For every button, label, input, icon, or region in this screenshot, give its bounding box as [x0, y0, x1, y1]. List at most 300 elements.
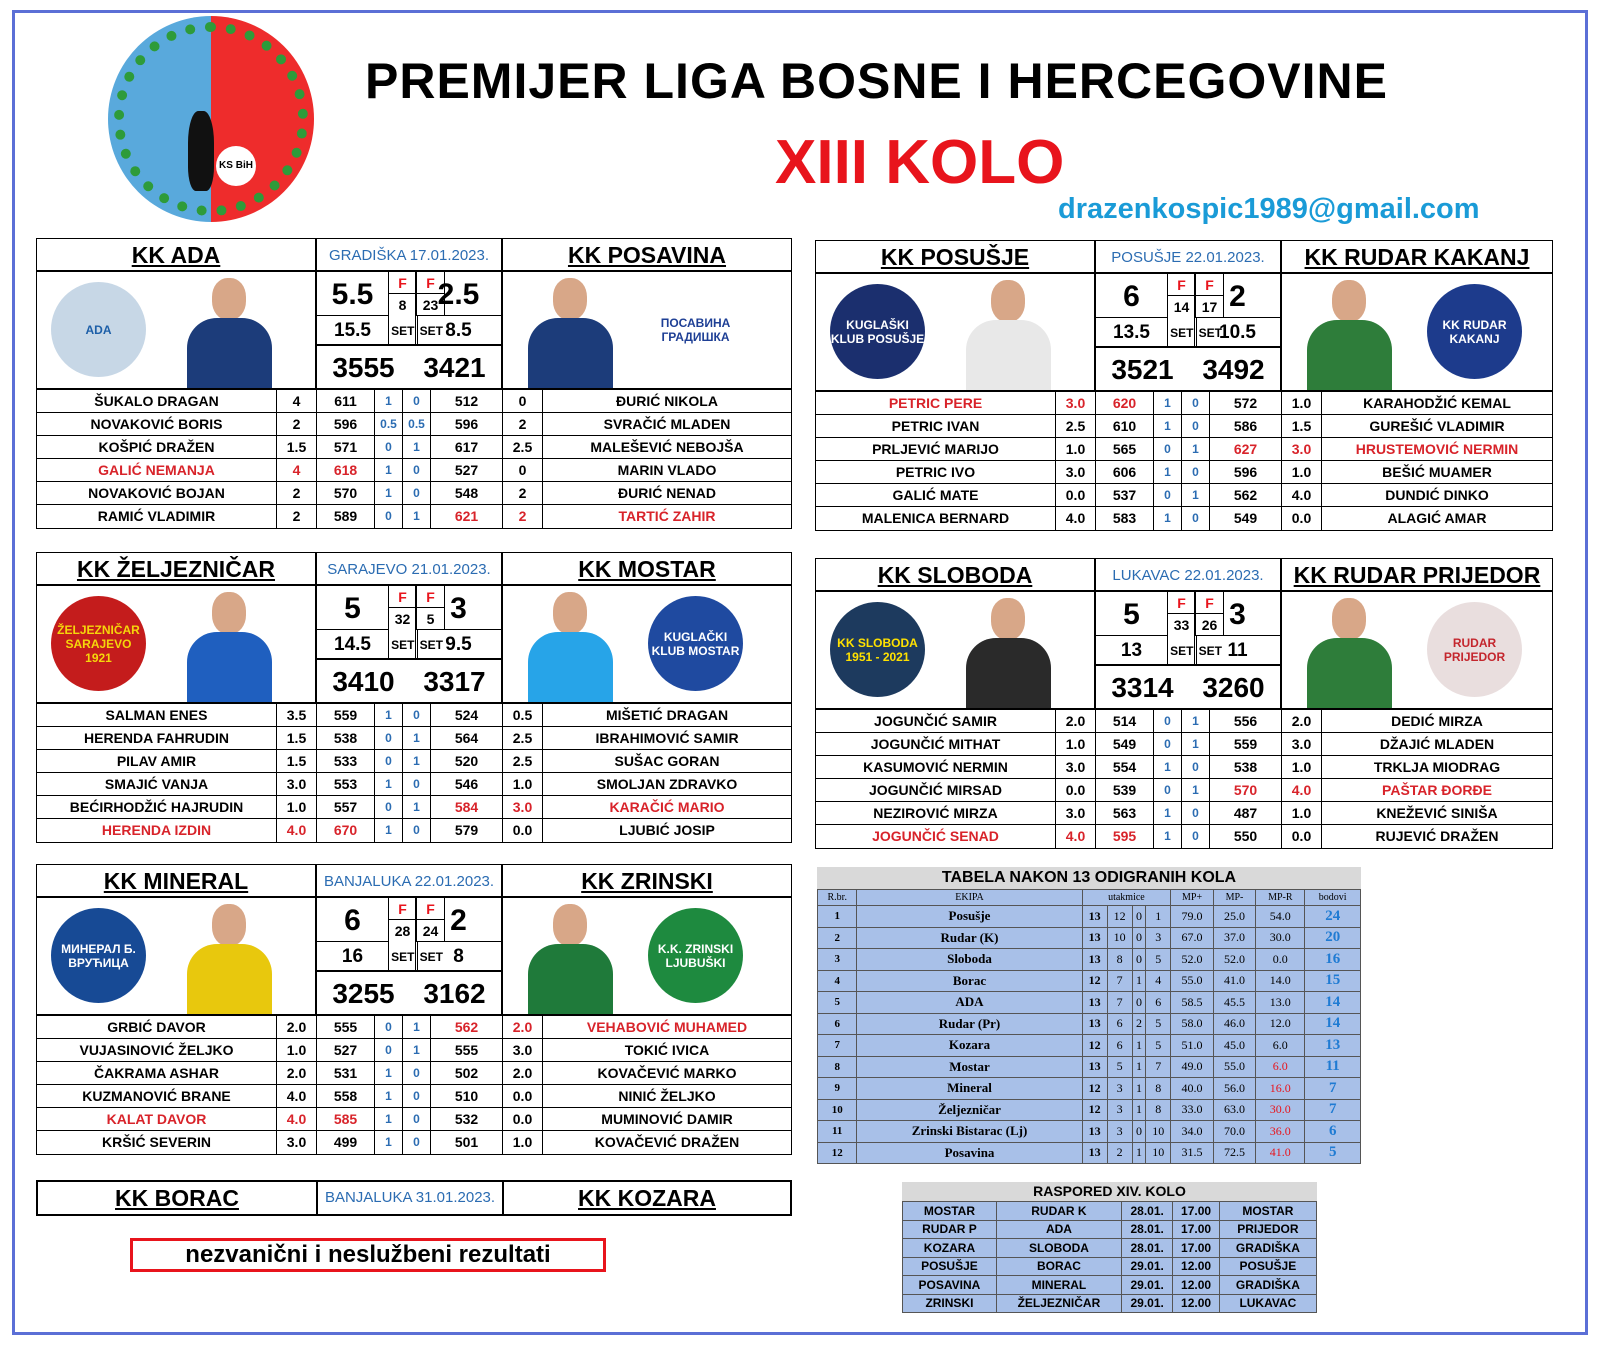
home-pins: 499 — [317, 1131, 375, 1154]
team-logo: KUGLAŠKI KLUB POSUŠJE — [830, 284, 925, 379]
set-label: SET — [1168, 318, 1197, 346]
home-score: 5 — [317, 586, 389, 630]
standings-cell: 7 — [1107, 992, 1132, 1014]
table-row — [37, 1131, 791, 1154]
standings-cell: 12 — [1082, 1078, 1107, 1100]
home-pins: 514 — [1096, 710, 1154, 732]
home-points: 1.5 — [277, 750, 317, 772]
home-player: ČAKRAMA ASHAR — [37, 1062, 277, 1084]
table-row — [37, 459, 791, 482]
away-points: 2.0 — [503, 1016, 543, 1038]
away-pins: 546 — [431, 773, 503, 795]
away-points: 3.0 — [1282, 438, 1322, 460]
away-set: 1 — [1182, 733, 1210, 755]
standings-cell: 52.0 — [1213, 949, 1255, 971]
away-points: 1.0 — [1282, 392, 1322, 414]
standings-cell: 5 — [1146, 1013, 1171, 1035]
standings-cell: Zrinski Bistarac (Lj) — [857, 1121, 1082, 1143]
away-team: KK KOZARA — [578, 1185, 716, 1211]
home-pins: 596 — [317, 413, 375, 435]
home-team: KK SLOBODA — [816, 559, 1096, 590]
home-sets: 16 — [317, 942, 389, 972]
home-points: 2 — [277, 413, 317, 435]
standings-cell: 30.0 — [1256, 1099, 1305, 1121]
standings-cell: 3 — [1107, 1099, 1132, 1121]
standings-cell: 11 — [1305, 1056, 1361, 1078]
table-row — [818, 1078, 1361, 1100]
home-total: 3314 — [1111, 672, 1174, 703]
schedule-cell: KOZARA — [903, 1239, 997, 1258]
table-row — [818, 927, 1361, 949]
f-scores — [389, 586, 417, 630]
home-pins: 537 — [1096, 484, 1154, 506]
standings-cell: 70.0 — [1213, 1121, 1255, 1143]
f-label: F — [1168, 592, 1196, 614]
away-player: SVRAČIĆ MLADEN — [603, 416, 731, 432]
standings-cell: 1 — [1132, 1035, 1146, 1057]
away-player: BEŠIĆ MUAMER — [1382, 464, 1492, 480]
standings-cell: 1 — [818, 906, 857, 928]
table-row — [37, 436, 791, 459]
standings-cell: 25.0 — [1213, 906, 1255, 928]
away-points: 0 — [503, 459, 543, 481]
away-score: 3 — [1194, 592, 1280, 636]
standings-cell: 13.0 — [1256, 992, 1305, 1014]
standings-cell: 7 — [1305, 1099, 1361, 1121]
away-pins: 548 — [431, 482, 503, 504]
away-pins: 538 — [1210, 756, 1282, 778]
standings-cell: 52.0 — [1171, 949, 1213, 971]
away-pins: 572 — [1210, 392, 1282, 414]
home-pins: 539 — [1096, 779, 1154, 801]
team-logo: ŽELJEZNIČAR SARAJEVO 1921 — [51, 596, 146, 691]
away-side — [1282, 274, 1552, 390]
set-label: SET — [419, 950, 443, 964]
away-sets: 9.5 — [415, 630, 501, 660]
home-pins: 571 — [317, 436, 375, 458]
home-sets: 15.5 — [317, 316, 389, 346]
standings-cell: 14 — [1305, 1013, 1361, 1035]
standings-cell: 8 — [818, 1056, 857, 1078]
away-player: SUŠAC GORAN — [614, 753, 720, 769]
home-pins: 558 — [317, 1085, 375, 1107]
table-row — [818, 949, 1361, 971]
standings-cell: 1 — [1132, 1142, 1146, 1164]
home-set: 1 — [1154, 415, 1182, 437]
home-total: 3555 — [332, 352, 395, 383]
standings-cell: 3 — [1107, 1078, 1132, 1100]
match-header — [37, 553, 791, 586]
home-team: KK BORAC — [38, 1182, 318, 1214]
away-player: NINIĆ ŽELJKO — [618, 1088, 716, 1104]
team-logo: ADA — [51, 282, 146, 377]
away-player: DEDIĆ MIRZA — [1391, 713, 1483, 729]
standings-cell: 5 — [1146, 1035, 1171, 1057]
home-set: 1 — [375, 482, 403, 504]
away-player: GUREŠIĆ VLADIMIR — [1369, 418, 1505, 434]
standings-cell: 13 — [1082, 1142, 1107, 1164]
schedule-cell: ZRINSKI — [903, 1294, 997, 1313]
standings-cell: 7 — [1305, 1078, 1361, 1100]
away-player: KNEŽEVIĆ SINIŠA — [1376, 805, 1498, 821]
schedule-cell: 28.01. — [1121, 1202, 1172, 1221]
standings-cell: 0 — [1132, 1121, 1146, 1143]
team-logo: K.K. ZRINSKI LJUBUŠKI — [648, 908, 743, 1003]
standings-cell: 45.0 — [1213, 1035, 1255, 1057]
away-pins: 562 — [431, 1016, 503, 1038]
table-row — [37, 819, 791, 842]
away-set: 0 — [1182, 825, 1210, 848]
home-player: ŠUKALO DRAGAN — [37, 390, 277, 412]
match-header — [816, 241, 1552, 274]
home-set: 1 — [375, 1108, 403, 1130]
away-pins: 502 — [431, 1062, 503, 1084]
standings-cell: 13 — [1305, 1035, 1361, 1057]
home-points: 4.0 — [277, 1085, 317, 1107]
away-set: 1 — [403, 1016, 431, 1038]
schedule-title: RASPORED XIV. KOLO — [902, 1182, 1317, 1201]
schedule-cell: 12.00 — [1173, 1257, 1219, 1276]
standings-cell: 63.0 — [1213, 1099, 1255, 1121]
standings-header: MP-R — [1256, 890, 1305, 906]
home-points: 3.0 — [1056, 802, 1096, 824]
standings-header: MP- — [1213, 890, 1255, 906]
league-logo — [108, 16, 314, 222]
schedule-cell: 29.01. — [1121, 1276, 1172, 1295]
standings-cell: 14.0 — [1256, 970, 1305, 992]
standings-cell: 13 — [1082, 1056, 1107, 1078]
standings-cell: 3 — [1146, 927, 1171, 949]
standings-cell: 24 — [1305, 906, 1361, 928]
away-side — [503, 898, 791, 1014]
standings-cell: Sloboda — [857, 949, 1082, 971]
player-rows — [37, 704, 791, 842]
away-player: DUNDIĆ DINKO — [1385, 487, 1489, 503]
match-card — [36, 552, 792, 843]
home-sets: 14.5 — [317, 630, 389, 660]
home-points: 1.5 — [277, 727, 317, 749]
away-pins: 487 — [1210, 802, 1282, 824]
schedule-table — [902, 1182, 1317, 1313]
away-points: 3.0 — [503, 1039, 543, 1061]
standings-header: R.br. — [818, 890, 857, 906]
table-row — [37, 727, 791, 750]
match-date: GRADIŠKA 17.01.2023. — [317, 239, 503, 270]
table-row — [816, 825, 1552, 848]
standings-cell: 4 — [1146, 970, 1171, 992]
standings-cell: 1 — [1132, 1056, 1146, 1078]
home-sets: 13.5 — [1096, 318, 1168, 348]
standings-cell: 13 — [1082, 949, 1107, 971]
standings-cell: 16.0 — [1256, 1078, 1305, 1100]
standings-cell: 5 — [1107, 1056, 1132, 1078]
f-scores — [389, 272, 417, 316]
standings-cell: 6 — [1107, 1035, 1132, 1057]
standings-cell: 0 — [1132, 927, 1146, 949]
home-set: 1 — [375, 704, 403, 726]
home-pins: 557 — [317, 796, 375, 818]
home-pins: 620 — [1096, 392, 1154, 414]
away-total: 3421 — [423, 352, 486, 383]
away-player: IBRAHIMOVIĆ SAMIR — [595, 730, 739, 746]
away-player: TRKLJA MIODRAG — [1373, 759, 1501, 775]
set-label: SET — [1198, 644, 1222, 658]
table-row — [816, 779, 1552, 802]
player-rows — [816, 392, 1552, 530]
home-pins: 670 — [317, 819, 375, 842]
f-label: F — [1196, 592, 1224, 614]
home-set: 1 — [1154, 756, 1182, 778]
table-row — [37, 1062, 791, 1085]
match-card — [36, 864, 792, 1155]
home-player: NOVAKOVIĆ BORIS — [37, 413, 277, 435]
away-team: KK POSAVINA — [567, 242, 727, 268]
home-set: 1 — [1154, 392, 1182, 414]
away-player: KARAČIĆ MARIO — [609, 799, 725, 815]
f-scores — [1168, 274, 1196, 318]
player-photo — [1302, 280, 1397, 390]
home-pins: 570 — [317, 482, 375, 504]
f-label: F — [417, 898, 445, 920]
away-pins: 596 — [1210, 461, 1282, 483]
standings-cell: 6 — [1107, 1013, 1132, 1035]
home-player: KRŠIĆ SEVERIN — [37, 1131, 277, 1154]
away-set: 0 — [1182, 802, 1210, 824]
table-row — [816, 733, 1552, 756]
standings-cell: 6.0 — [1256, 1035, 1305, 1057]
away-points: 2 — [503, 482, 543, 504]
standings-cell: 20 — [1305, 927, 1361, 949]
player-rows — [37, 390, 791, 528]
home-player: JOGUNČIĆ MIRSAD — [816, 779, 1056, 801]
home-points: 1.0 — [277, 796, 317, 818]
match-date: SARAJEVO 21.01.2023. — [317, 553, 503, 584]
match-date: BANJALUKA 31.01.2023. — [318, 1182, 504, 1214]
table-row — [816, 415, 1552, 438]
home-set: 1 — [1154, 507, 1182, 530]
standings-cell: 7 — [1146, 1056, 1171, 1078]
home-pins: 563 — [1096, 802, 1154, 824]
away-player: KOVAČEVIĆ MARKO — [597, 1065, 737, 1081]
standings-header: utakmice — [1082, 890, 1171, 906]
home-side — [816, 274, 1096, 390]
home-player: PETRIC IVO — [816, 461, 1056, 483]
standings-title: TABELA NAKON 13 ODIGRANIH KOLA — [817, 867, 1361, 889]
home-points: 4 — [277, 390, 317, 412]
away-total: 3162 — [423, 978, 486, 1009]
table-row — [816, 392, 1552, 415]
away-player: SMOLJAN ZDRAVKO — [596, 776, 738, 792]
standings-cell: 55.0 — [1171, 970, 1213, 992]
set-label: SET — [419, 324, 443, 338]
away-pins: 596 — [431, 413, 503, 435]
home-team: KK ADA — [37, 239, 317, 270]
schedule-cell: MOSTAR — [1219, 1202, 1316, 1221]
away-set: 1 — [1182, 710, 1210, 732]
standings-cell: Mineral — [857, 1078, 1082, 1100]
home-player: JOGUNČIĆ MITHAT — [816, 733, 1056, 755]
home-set: 0 — [375, 436, 403, 458]
standings-cell: 10 — [1107, 927, 1132, 949]
table-row — [37, 1016, 791, 1039]
away-pins: 579 — [431, 819, 503, 842]
away-set: 1 — [403, 727, 431, 749]
home-player: RAMIĆ VLADIMIR — [37, 505, 277, 528]
home-points: 3.0 — [1056, 461, 1096, 483]
home-f: 32 — [389, 608, 417, 630]
away-set: 0 — [403, 482, 431, 504]
home-side — [816, 592, 1096, 708]
schedule-cell: 12.00 — [1173, 1294, 1219, 1313]
away-pins: 532 — [431, 1108, 503, 1130]
table-row — [816, 438, 1552, 461]
table-row — [903, 1294, 1317, 1313]
home-pins: 549 — [1096, 733, 1154, 755]
standings-cell: 6 — [1146, 992, 1171, 1014]
standings-cell: 31.5 — [1171, 1142, 1213, 1164]
player-photo — [182, 592, 277, 702]
home-points: 3.0 — [277, 773, 317, 795]
team-logo: ПОСАВИНА ГРАДИШКА — [648, 282, 743, 377]
schedule-cell: RUDAR P — [903, 1220, 997, 1239]
away-player: ALAGIĆ AMAR — [1387, 510, 1487, 526]
home-points: 4.0 — [1056, 825, 1096, 848]
disclaimer-note: nezvanični i neslužbeni rezultati — [130, 1238, 606, 1272]
home-player: PRLJEVIĆ MARIJO — [816, 438, 1056, 460]
away-pins: 550 — [1210, 825, 1282, 848]
home-player: GALIĆ NEMANJA — [37, 459, 277, 481]
standings-cell: 51.0 — [1171, 1035, 1213, 1057]
standings-cell: 79.0 — [1171, 906, 1213, 928]
home-player: SALMAN ENES — [37, 704, 277, 726]
home-pins: 559 — [317, 704, 375, 726]
bowling-pin-icon — [188, 111, 214, 191]
standings-cell: 41.0 — [1256, 1142, 1305, 1164]
away-points: 2.0 — [1282, 710, 1322, 732]
away-pins: 549 — [1210, 507, 1282, 530]
home-side — [37, 272, 317, 388]
table-row — [816, 484, 1552, 507]
away-set: 1 — [403, 750, 431, 772]
home-pins: 589 — [317, 505, 375, 528]
home-set: 0 — [1154, 733, 1182, 755]
standings-cell: Posavina — [857, 1142, 1082, 1164]
away-sets: 11 — [1194, 636, 1280, 666]
away-set: 1 — [1182, 779, 1210, 801]
home-player: PETRIC PERE — [816, 392, 1056, 414]
away-player: HRUSTEMOVIĆ NERMIN — [1355, 441, 1519, 457]
home-set: 0 — [375, 505, 403, 528]
standings-cell: 41.0 — [1213, 970, 1255, 992]
away-total: 3492 — [1202, 354, 1265, 385]
set-label: SET — [389, 630, 418, 658]
away-team: KK MOSTAR — [578, 556, 716, 582]
standings-cell: 5 — [818, 992, 857, 1014]
table-row — [37, 1039, 791, 1062]
player-photo — [961, 280, 1056, 390]
home-set: 1 — [1154, 461, 1182, 483]
table-row — [818, 906, 1361, 928]
home-set: 1 — [1154, 802, 1182, 824]
away-points: 2.0 — [503, 1062, 543, 1084]
schedule-cell: ŽELJEZNIČAR — [996, 1294, 1121, 1313]
player-photo — [1302, 598, 1397, 708]
away-points: 1.0 — [1282, 756, 1322, 778]
home-pins: 527 — [317, 1039, 375, 1061]
table-row — [818, 1099, 1361, 1121]
home-f: 33 — [1168, 614, 1196, 636]
home-side — [37, 586, 317, 702]
away-sets: 10.5 — [1194, 318, 1280, 348]
away-player: MALEŠEVIĆ NEBOJŠA — [590, 439, 744, 455]
home-player: KALAT DAVOR — [37, 1108, 277, 1130]
standings-cell: 2 — [1107, 1142, 1132, 1164]
home-player: SMAJIĆ VANJA — [37, 773, 277, 795]
away-player: MIŠETIĆ DRAGAN — [605, 707, 729, 723]
away-set: 0 — [403, 704, 431, 726]
standings-cell: 58.5 — [1171, 992, 1213, 1014]
f-label: F — [1196, 274, 1224, 296]
standings-cell: 54.0 — [1256, 906, 1305, 928]
away-total: 3317 — [423, 666, 486, 697]
away-points: 0.0 — [503, 1085, 543, 1107]
home-pins: 555 — [317, 1016, 375, 1038]
away-player: KARAHODŽIĆ KEMAL — [1363, 395, 1511, 411]
home-f: 14 — [1168, 296, 1196, 318]
match-summary — [37, 898, 791, 1016]
home-set: 0 — [1154, 484, 1182, 506]
away-pins: 510 — [431, 1085, 503, 1107]
away-points: 1.0 — [1282, 461, 1322, 483]
home-pins: 585 — [317, 1108, 375, 1130]
schedule-cell: GRADIŠKA — [1219, 1239, 1316, 1258]
away-points: 2.5 — [503, 750, 543, 772]
standings-cell: 56.0 — [1213, 1078, 1255, 1100]
away-score: 3 — [415, 586, 501, 630]
standings-cell: 0.0 — [1256, 949, 1305, 971]
match-card — [36, 238, 792, 529]
away-pins: 512 — [431, 390, 503, 412]
away-pins: 556 — [1210, 710, 1282, 732]
home-player: HERENDA IZDIN — [37, 819, 277, 842]
schedule-cell: 28.01. — [1121, 1220, 1172, 1239]
schedule-cell: PRIJEDOR — [1219, 1220, 1316, 1239]
away-pins: 562 — [1210, 484, 1282, 506]
match-header — [37, 239, 791, 272]
home-set: 1 — [375, 819, 403, 842]
home-player: HERENDA FAHRUDIN — [37, 727, 277, 749]
standings-cell: 58.0 — [1171, 1013, 1213, 1035]
standings-cell: 0 — [1132, 906, 1146, 928]
away-set: 0 — [403, 773, 431, 795]
home-pins: 618 — [317, 459, 375, 481]
home-points: 2.0 — [277, 1062, 317, 1084]
home-player: KASUMOVIĆ NERMIN — [816, 756, 1056, 778]
home-points: 4 — [277, 459, 317, 481]
set-label: SET — [389, 316, 418, 344]
home-pins: 538 — [317, 727, 375, 749]
home-pins: 595 — [1096, 825, 1154, 848]
standings-cell: 0 — [1132, 992, 1146, 1014]
away-team: KK RUDAR KAKANJ — [1304, 244, 1530, 270]
standings-cell: 12 — [1082, 970, 1107, 992]
table-row — [37, 704, 791, 727]
score-box — [317, 586, 503, 702]
contact-email[interactable]: drazenkospic1989@gmail.com — [1058, 193, 1480, 225]
f-label: F — [389, 898, 417, 920]
standings-cell: Mostar — [857, 1056, 1082, 1078]
standings-cell: Željezničar — [857, 1099, 1082, 1121]
